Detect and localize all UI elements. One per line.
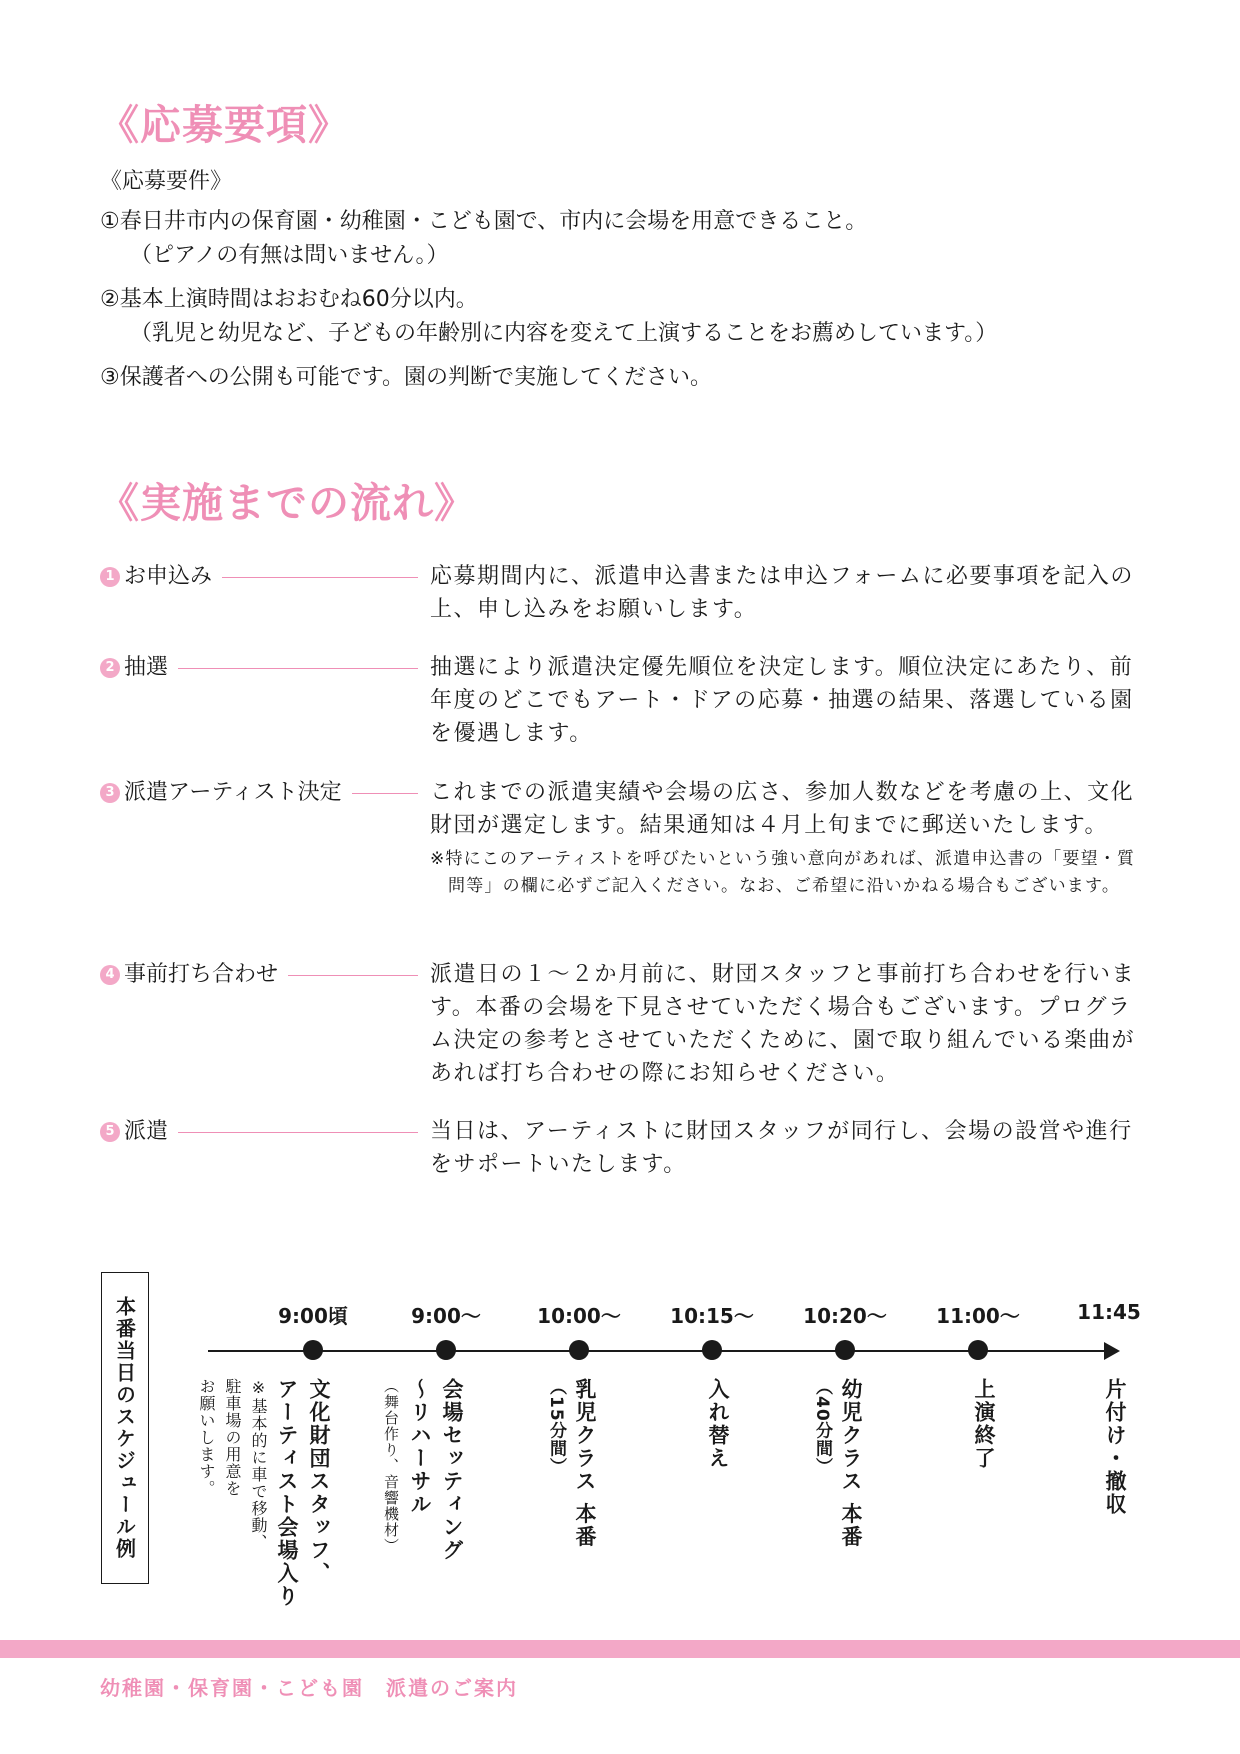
step-remark: ※特にこのアーティストを呼びたいという強い意向があれば、派遣申込書の「要望・質問等」の欄に必ずご記入ください。なお、ご希望に沿いかねる場合もございます。 xyxy=(430,849,1136,896)
step-number-badge: 2 xyxy=(100,658,120,678)
timeline-duration: （15分間） xyxy=(546,1378,566,1476)
timeline-event: 乳児クラス 本番 xyxy=(573,1378,597,1549)
step-rule xyxy=(352,793,418,794)
requirement-text: ③保護者への公開も可能です。園の判断で実施してください。 xyxy=(100,365,712,390)
step-label: 派遣アーティスト決定 xyxy=(124,780,342,805)
timeline-dot xyxy=(835,1340,855,1360)
timeline-time: 9:00～ xyxy=(411,1304,481,1328)
requirement-item xyxy=(100,283,1160,351)
step-rule xyxy=(222,577,418,578)
timeline-time: 11:45 xyxy=(1077,1300,1141,1324)
requirement-text: ①春日井市内の保育園・幼稚園・こども園で、市内に会場を用意できること。 xyxy=(100,209,868,234)
timeline-note: お願いします。 xyxy=(197,1378,216,1497)
timeline-dot xyxy=(436,1340,456,1360)
timeline-dot xyxy=(303,1340,323,1360)
step-label: 抽選 xyxy=(124,655,169,680)
step-description: 当日は、アーティストに財団スタッフが同行し、会場の設営や進行をサポートいたします。 xyxy=(430,1119,1133,1177)
timeline-note: ※基本的に車で移動、 xyxy=(249,1378,268,1551)
timeline-time: 9:00頃 xyxy=(278,1304,348,1328)
step-description xyxy=(430,776,1150,900)
step-description-text: これまでの派遣実績や会場の広さ、参加人数などを考慮の上、文化財団が選定します。結果通知は４月上旬までに郵送いたします。 xyxy=(430,780,1135,838)
step-number-badge: 5 xyxy=(100,1122,120,1142)
requirement-item xyxy=(100,205,1160,273)
requirement-note: （乳児と幼児など、子どもの年齢別に内容を変えて上演することをお薦めしています。） xyxy=(130,321,998,346)
requirements-subheading: 《応募要件》 xyxy=(100,169,233,194)
timeline-event: 会場セッティング xyxy=(440,1378,464,1562)
footer-bar xyxy=(0,1640,1240,1658)
step-description: 応募期間内に、派遣申込書または申込フォームに必要事項を記入の上、申し込みをお願いします。 xyxy=(430,564,1134,622)
step-label: 派遣 xyxy=(124,1119,169,1144)
timeline-time: 10:20～ xyxy=(803,1304,887,1328)
footer-text: 幼稚園・保育園・こども園 派遣のご案内 xyxy=(100,1676,518,1700)
timeline-dot xyxy=(968,1340,988,1360)
timeline-event: 文化財団スタッフ、 xyxy=(307,1378,331,1585)
step-label: 事前打ち合わせ xyxy=(124,962,279,987)
step-description: 抽選により派遣決定優先順位を決定します。順位決定にあたり、前年度のどこでもアート・ドアの応募・抽選の結果、落選している園を優遇します。 xyxy=(430,655,1134,746)
timeline-dot xyxy=(702,1340,722,1360)
flow-heading: 《実施までの流れ》 xyxy=(98,479,476,527)
step-rule xyxy=(288,975,418,976)
timeline-time: 11:00～ xyxy=(936,1304,1020,1328)
timeline-arrow-icon xyxy=(1104,1342,1120,1360)
timeline-note: （舞台作り、音響機材） xyxy=(382,1378,400,1554)
requirements-section xyxy=(100,165,1160,405)
step-number-badge: 4 xyxy=(100,965,120,985)
timeline-event: 幼児クラス 本番 xyxy=(839,1378,863,1549)
step-number-badge: 1 xyxy=(100,567,120,587)
timeline-event: 入れ替え xyxy=(706,1378,730,1470)
timeline-event: ～リハーサル xyxy=(408,1378,432,1516)
timeline-time: 10:15～ xyxy=(670,1304,754,1328)
requirements-heading: 《応募要項》 xyxy=(98,101,350,149)
requirement-note: （ピアノの有無は問いません。） xyxy=(130,243,449,268)
timeline-event: アーティスト会場入り xyxy=(275,1378,299,1608)
timeline-event: 上演終了 xyxy=(972,1378,996,1470)
timeline-note: 駐車場の用意を xyxy=(223,1378,242,1497)
timeline-dot xyxy=(569,1340,589,1360)
timeline-event: 片付け・撤収 xyxy=(1103,1378,1127,1516)
requirement-text: ②基本上演時間はおおむね60分以内。 xyxy=(100,287,478,312)
timeline-duration: （40分間） xyxy=(812,1378,832,1476)
step-label: お申込み xyxy=(124,564,213,589)
step-number-badge: 3 xyxy=(100,783,120,803)
requirement-item xyxy=(100,361,1160,395)
timeline-time: 10:00～ xyxy=(537,1304,621,1328)
schedule-title: 本番当日のスケジュール例 xyxy=(101,1272,149,1584)
step-description: 派遣日の１～２か月前に、財団スタッフと事前打ち合わせを行います。本番の会場を下見させていただく場合もございます。プログラム決定の参考とさせていただくために、園で取り組んでいる楽曲があれば打ち合わせの際にお知らせください。 xyxy=(430,962,1136,1086)
step-rule xyxy=(178,1132,418,1133)
step-rule xyxy=(178,668,418,669)
